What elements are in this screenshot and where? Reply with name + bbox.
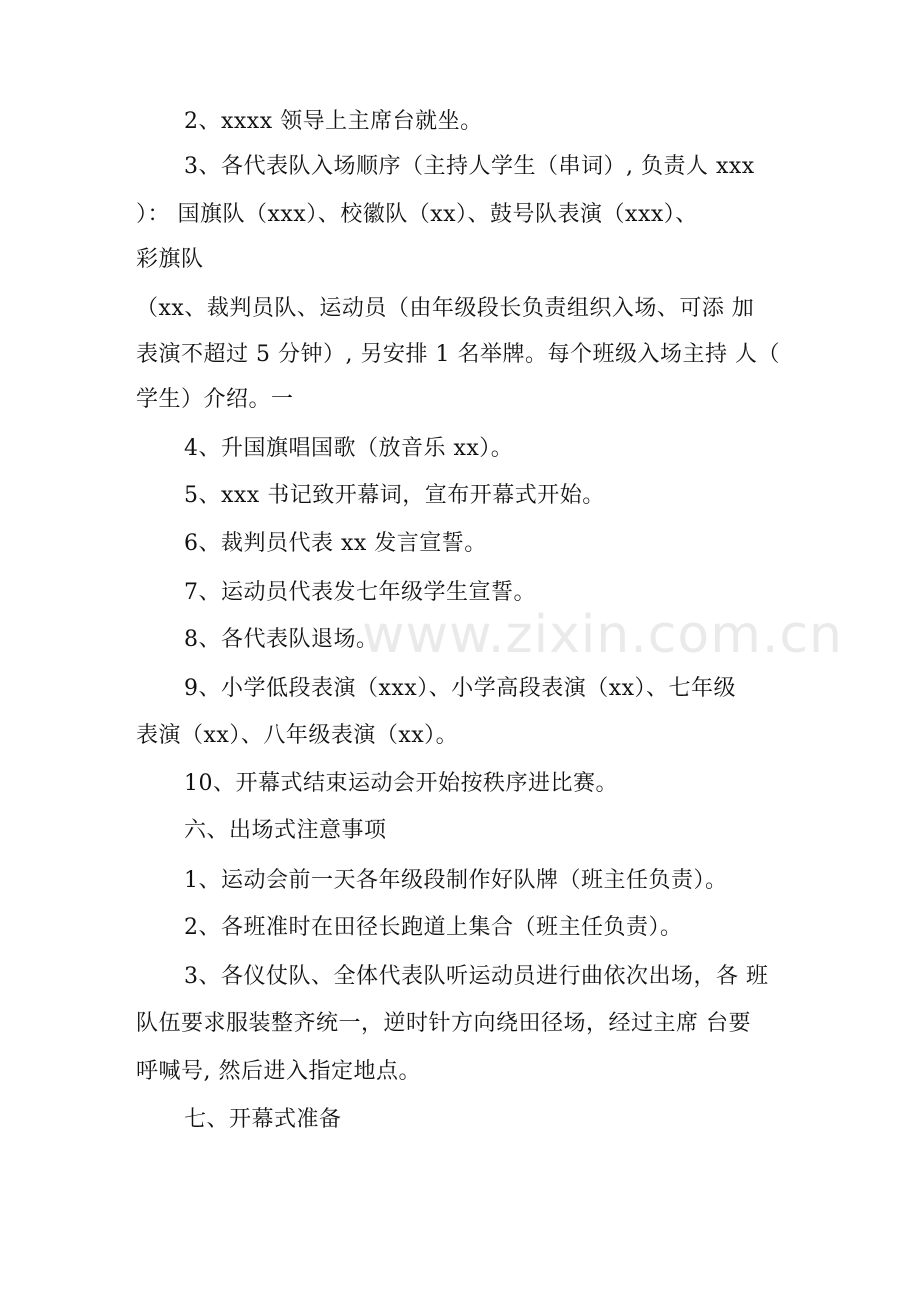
- text-line-note-3-cont-1: 队伍要求服装整齐统一，逆时针方向绕田径场，经过主席 台要: [136, 1011, 751, 1036]
- text-line-item-9: 9、小学低段表演（xxx）、小学高段表演（xx）、七年级: [184, 676, 737, 701]
- text-line-item-3-cont-5: 学生）介绍。一: [136, 387, 294, 412]
- text-line-item-3-cont-2: 彩旗队: [136, 247, 204, 272]
- text-line-item-6: 6、裁判员代表 xx 发言宣誓。: [184, 531, 487, 556]
- section-heading-six: 六、出场式注意事项: [184, 818, 387, 843]
- text-line-item-3-cont-3: （xx、裁判员队、运动员（由年级段长负责组织入场、可添 加: [136, 296, 755, 321]
- text-line-note-3: 3、各仪仗队、全体代表队听运动员进行曲依次出场，各 班: [184, 964, 769, 989]
- text-line-item-3: 3、各代表队入场顺序（主持人学生（串词）, 负责人 xxx: [184, 154, 755, 179]
- text-line-item-8: 8、各代表队退场。: [184, 627, 379, 652]
- watermark-text: www.zixin.com.cn: [362, 605, 843, 665]
- text-line-note-2: 2、各班准时在田径长跑道上集合（班主任负责）。: [184, 915, 683, 940]
- text-line-item-9-cont: 表演（xx）、八年级表演（xx）。: [136, 723, 459, 748]
- section-heading-seven: 七、开幕式准备: [184, 1107, 342, 1132]
- text-line-note-1: 1、运动会前一天各年级段制作好队牌（班主任负责）。: [184, 868, 728, 893]
- text-line-item-4: 4、升国旗唱国歌（放音乐 xx）。: [184, 436, 514, 461]
- text-line-item-7: 7、运动员代表发七年级学生宣誓。: [184, 580, 536, 605]
- text-line-item-3-cont-1: ）： 国旗队（xxx）、校徽队（xx）、鼓号队表演（xxx）、: [136, 202, 698, 227]
- text-line-item-2: 2、xxxx 领导上主席台就坐。: [184, 109, 483, 134]
- text-line-item-5: 5、xxx 书记致开幕词，宣布开幕式开始。: [184, 483, 605, 508]
- text-line-item-10: 10、开幕式结束运动会开始按秩序进比赛。: [184, 771, 618, 796]
- text-line-item-3-cont-4: 表演不超过 5 分钟）, 另安排 1 名举牌。每个班级入场主持 人（: [136, 342, 780, 367]
- text-line-note-3-cont-2: 呼喊号, 然后进入指定地点。: [136, 1059, 421, 1084]
